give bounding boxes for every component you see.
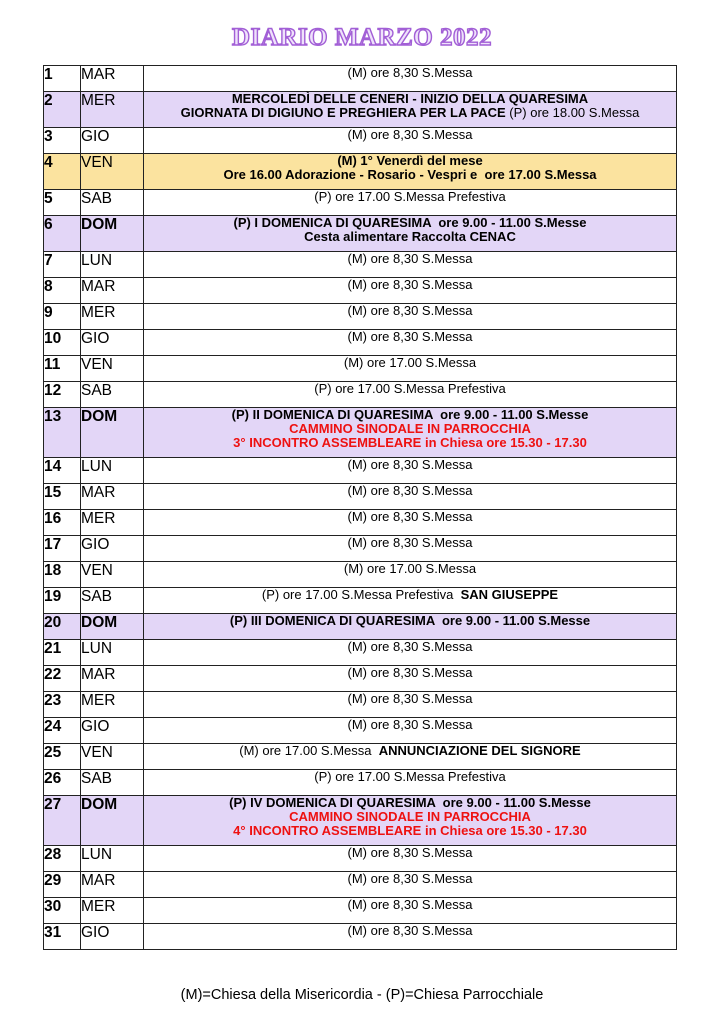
event-cell (144, 744, 677, 770)
event-line (144, 422, 676, 436)
weekday: MAR (81, 872, 144, 898)
diary-row (44, 458, 677, 484)
event-line (144, 640, 676, 654)
event-line (144, 66, 676, 80)
event-text: (P) ore 17.00 S.Messa Prefestiva (261, 587, 461, 602)
event-cell (144, 692, 677, 718)
diary-row (44, 408, 677, 458)
weekday: VEN (81, 154, 144, 190)
weekday: MER (81, 898, 144, 924)
legend-footer: (M)=Chiesa della Misericordia - (P)=Chiesa Parrocchiale (180, 987, 544, 1003)
event-text: (P) II DOMENICA DI QUARESIMA ore 9.00 - 11.00 S.Messe (231, 407, 589, 422)
event-text: (M) ore 17.00 S.Messa (239, 743, 379, 758)
event-cell (144, 510, 677, 536)
event-line (144, 872, 676, 886)
diary-row (44, 744, 677, 770)
event-text: CAMMINO SINODALE IN PARROCCHIA (289, 809, 531, 824)
weekday: DOM (81, 614, 144, 640)
event-cell (144, 666, 677, 692)
event-line (144, 824, 676, 838)
diary-row (44, 252, 677, 278)
event-line (144, 924, 676, 938)
diary-row (44, 128, 677, 154)
event-line (144, 382, 676, 396)
diary-row (44, 562, 677, 588)
diary-row (44, 92, 677, 128)
event-cell (144, 330, 677, 356)
event-text: (M) ore 8,30 S.Messa (347, 303, 473, 318)
diary-table (43, 65, 677, 950)
event-cell (144, 640, 677, 666)
event-text: (M) ore 8,30 S.Messa (347, 457, 473, 472)
event-cell (144, 278, 677, 304)
event-cell (144, 770, 677, 796)
event-line (144, 562, 676, 576)
day-number: 5 (44, 190, 81, 216)
event-text: (M) ore 8,30 S.Messa (347, 639, 473, 654)
day-number: 12 (44, 382, 81, 408)
diary-row (44, 614, 677, 640)
diary-row (44, 330, 677, 356)
day-number: 9 (44, 304, 81, 330)
event-line (144, 168, 676, 182)
event-text: SAN GIUSEPPE (460, 587, 559, 602)
weekday: MER (81, 304, 144, 330)
diary-row (44, 154, 677, 190)
event-text: MERCOLEDÌ DELLE CENERI - INIZIO DELLA QUARESIMA (231, 91, 589, 106)
event-text: GIORNATA DI DIGIUNO E PREGHIERA PER LA PACE (180, 105, 506, 120)
weekday: MAR (81, 666, 144, 692)
day-number: 13 (44, 408, 81, 458)
event-text: 4° INCONTRO ASSEMBLEARE in Chiesa ore 15.30 - 17.30 (233, 823, 587, 838)
weekday: MER (81, 510, 144, 536)
event-text: CAMMINO SINODALE IN PARROCCHIA (289, 421, 531, 436)
day-number: 26 (44, 770, 81, 796)
event-text: (M) ore 8,30 S.Messa (347, 871, 473, 886)
event-cell (144, 408, 677, 458)
event-text: (M) ore 8,30 S.Messa (347, 845, 473, 860)
day-number: 14 (44, 458, 81, 484)
day-number: 29 (44, 872, 81, 898)
weekday: VEN (81, 744, 144, 770)
event-text: (M) ore 17.00 S.Messa (343, 355, 477, 370)
event-cell (144, 92, 677, 128)
day-number: 8 (44, 278, 81, 304)
weekday: SAB (81, 190, 144, 216)
event-cell (144, 898, 677, 924)
event-cell (144, 190, 677, 216)
event-line (144, 666, 676, 680)
event-cell (144, 458, 677, 484)
diary-row (44, 216, 677, 252)
event-line (144, 718, 676, 732)
event-cell (144, 356, 677, 382)
diary-row (44, 796, 677, 846)
weekday: MER (81, 92, 144, 128)
weekday: MAR (81, 278, 144, 304)
event-cell (144, 484, 677, 510)
diary-row (44, 898, 677, 924)
event-text: (P) ore 17.00 S.Messa Prefestiva (314, 381, 506, 396)
event-text: (M) ore 8,30 S.Messa (347, 923, 473, 938)
day-number: 15 (44, 484, 81, 510)
event-cell (144, 846, 677, 872)
weekday: MER (81, 692, 144, 718)
event-line (144, 484, 676, 498)
event-line (144, 154, 676, 168)
weekday: SAB (81, 770, 144, 796)
day-number: 16 (44, 510, 81, 536)
event-text: (P) IV DOMENICA DI QUARESIMA ore 9.00 - 11.00 S.Messe (229, 795, 591, 810)
event-line (144, 230, 676, 244)
day-number: 30 (44, 898, 81, 924)
event-cell (144, 588, 677, 614)
event-text: (M) ore 8,30 S.Messa (347, 251, 473, 266)
weekday: SAB (81, 382, 144, 408)
day-number: 22 (44, 666, 81, 692)
event-line (144, 408, 676, 422)
event-line (144, 614, 676, 628)
diary-row (44, 510, 677, 536)
event-cell (144, 924, 677, 950)
event-line (144, 846, 676, 860)
event-line (144, 128, 676, 142)
event-line (144, 92, 676, 106)
event-text: (M) ore 8,30 S.Messa (347, 483, 473, 498)
event-cell (144, 796, 677, 846)
event-text: (M) ore 8,30 S.Messa (347, 665, 473, 680)
event-line (144, 458, 676, 472)
weekday: LUN (81, 640, 144, 666)
event-cell (144, 536, 677, 562)
weekday: VEN (81, 356, 144, 382)
day-number: 27 (44, 796, 81, 846)
diary-row (44, 718, 677, 744)
event-line (144, 536, 676, 550)
event-cell (144, 562, 677, 588)
event-text: (P) ore 18.00 S.Messa (505, 105, 640, 120)
event-line (144, 190, 676, 204)
event-text: (M) ore 8,30 S.Messa (347, 65, 473, 80)
day-number: 11 (44, 356, 81, 382)
event-cell (144, 614, 677, 640)
day-number: 19 (44, 588, 81, 614)
day-number: 18 (44, 562, 81, 588)
event-line (144, 436, 676, 450)
event-cell (144, 216, 677, 252)
event-cell (144, 718, 677, 744)
weekday: MAR (81, 484, 144, 510)
event-text: 3° INCONTRO ASSEMBLEARE in Chiesa ore 15.30 - 17.30 (233, 435, 587, 450)
event-line (144, 692, 676, 706)
event-text: (M) 1° Venerdì del mese (337, 153, 483, 168)
diary-row (44, 666, 677, 692)
day-number: 31 (44, 924, 81, 950)
diary-row (44, 66, 677, 92)
event-line (144, 356, 676, 370)
event-line (144, 796, 676, 810)
event-text: (M) ore 8,30 S.Messa (347, 535, 473, 550)
event-text: (M) ore 8,30 S.Messa (347, 717, 473, 732)
event-line (144, 744, 676, 758)
event-cell (144, 382, 677, 408)
day-number: 2 (44, 92, 81, 128)
event-cell (144, 304, 677, 330)
diary-row (44, 304, 677, 330)
diary-row (44, 536, 677, 562)
day-number: 24 (44, 718, 81, 744)
event-line (144, 810, 676, 824)
weekday: LUN (81, 458, 144, 484)
event-text: (M) ore 8,30 S.Messa (347, 127, 473, 142)
day-number: 1 (44, 66, 81, 92)
event-text: (P) ore 17.00 S.Messa Prefestiva (314, 189, 506, 204)
weekday: GIO (81, 128, 144, 154)
weekday: MAR (81, 66, 144, 92)
event-text: (P) III DOMENICA DI QUARESIMA ore 9.00 - 11.00 S.Messe (229, 613, 591, 628)
event-text: (M) ore 8,30 S.Messa (347, 329, 473, 344)
weekday: DOM (81, 408, 144, 458)
event-text: ANNUNCIAZIONE DEL SIGNORE (378, 743, 581, 758)
day-number: 25 (44, 744, 81, 770)
event-cell (144, 128, 677, 154)
diary-row (44, 692, 677, 718)
event-text: (P) ore 17.00 S.Messa Prefestiva (314, 769, 506, 784)
diary-row (44, 382, 677, 408)
weekday: LUN (81, 846, 144, 872)
diary-table-body (44, 66, 677, 950)
day-number: 3 (44, 128, 81, 154)
event-line (144, 304, 676, 318)
weekday: DOM (81, 216, 144, 252)
event-text: (P) I DOMENICA DI QUARESIMA ore 9.00 - 11.00 S.Messe (233, 215, 587, 230)
day-number: 23 (44, 692, 81, 718)
weekday: GIO (81, 536, 144, 562)
event-cell (144, 66, 677, 92)
event-text: (M) ore 17.00 S.Messa (343, 561, 477, 576)
event-text: (M) ore 8,30 S.Messa (347, 897, 473, 912)
diary-row (44, 872, 677, 898)
day-number: 17 (44, 536, 81, 562)
event-text: Cesta alimentare Raccolta CENAC (304, 229, 516, 244)
event-text: (M) ore 8,30 S.Messa (347, 277, 473, 292)
weekday: DOM (81, 796, 144, 846)
day-number: 6 (44, 216, 81, 252)
weekday: SAB (81, 588, 144, 614)
event-line (144, 216, 676, 230)
diary-row (44, 846, 677, 872)
event-line (144, 330, 676, 344)
day-number: 28 (44, 846, 81, 872)
diary-row (44, 356, 677, 382)
weekday: GIO (81, 924, 144, 950)
event-line (144, 588, 676, 602)
weekday: GIO (81, 330, 144, 356)
day-number: 21 (44, 640, 81, 666)
event-line (144, 898, 676, 912)
event-text: (M) ore 8,30 S.Messa (347, 691, 473, 706)
diary-row (44, 484, 677, 510)
weekday: LUN (81, 252, 144, 278)
event-text: Ore 16.00 Adorazione - Rosario - Vespri e ore 17.00 S.Messa (223, 167, 597, 182)
page-title: DIARIO MARZO 2022 (232, 24, 492, 51)
event-line (144, 106, 676, 120)
diary-row (44, 640, 677, 666)
day-number: 10 (44, 330, 81, 356)
diary-row (44, 588, 677, 614)
event-cell (144, 252, 677, 278)
day-number: 4 (44, 154, 81, 190)
event-line (144, 510, 676, 524)
event-cell (144, 154, 677, 190)
event-cell (144, 872, 677, 898)
diary-row (44, 190, 677, 216)
event-line (144, 252, 676, 266)
weekday: VEN (81, 562, 144, 588)
diary-row (44, 924, 677, 950)
event-line (144, 770, 676, 784)
diary-row (44, 770, 677, 796)
event-line (144, 278, 676, 292)
day-number: 7 (44, 252, 81, 278)
day-number: 20 (44, 614, 81, 640)
event-text: (M) ore 8,30 S.Messa (347, 509, 473, 524)
diary-row (44, 278, 677, 304)
weekday: GIO (81, 718, 144, 744)
